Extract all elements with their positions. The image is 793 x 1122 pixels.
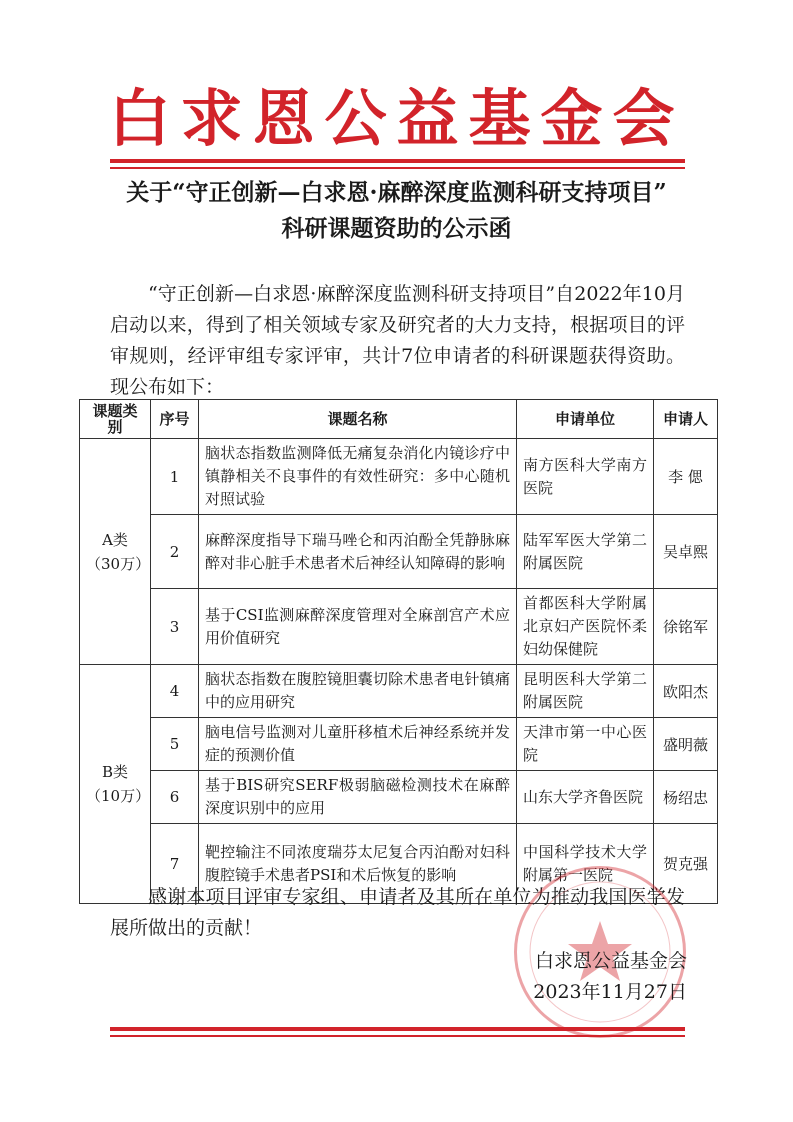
- row-number: 4: [151, 665, 199, 718]
- table-row: [80, 771, 718, 824]
- category-label: B类: [101, 763, 129, 781]
- header-number: 序号: [151, 400, 199, 439]
- row-unit: 昆明医科大学第二附属医院: [517, 665, 654, 718]
- row-applicant: 盛明薇: [654, 718, 718, 771]
- header-category: 课题类别: [80, 400, 151, 439]
- row-topic: 基于CSI监测麻醉深度管理对全麻剖宫产术应用价值研究: [199, 589, 517, 665]
- row-applicant: 欧阳杰: [654, 665, 718, 718]
- document-title-line1: 关于“守正创新—白求恩·麻醉深度监测科研支持项目”: [126, 179, 667, 206]
- row-number: 2: [151, 515, 199, 589]
- footer-rule-thick: [110, 1027, 685, 1031]
- thanks-paragraph: 感谢本项目评审专家组、申请者及其所在单位为推动我国医学发展所做出的贡献！: [110, 886, 685, 939]
- header-applicant: 申请人: [654, 400, 718, 439]
- row-applicant: 贺克强: [654, 824, 718, 904]
- row-unit: 中国科学技术大学附属第一医院: [517, 824, 654, 904]
- row-number: 6: [151, 771, 199, 824]
- row-number: 5: [151, 718, 199, 771]
- row-unit: 天津市第一中心医院: [517, 718, 654, 771]
- category-b-cell: [80, 665, 151, 904]
- row-unit: 山东大学齐鲁医院: [517, 771, 654, 824]
- row-unit: 陆军军医大学第二附属医院: [517, 515, 654, 589]
- row-number: 7: [151, 824, 199, 904]
- row-topic: 靶控输注不同浓度瑞芬太尼复合丙泊酚对妇科腹腔镜手术患者PSI和术后恢复的影响: [199, 824, 517, 904]
- category-amount: （10万）: [86, 787, 151, 805]
- category-label: A类: [102, 530, 128, 549]
- intro-paragraph: “守正创新—白求恩·麻醉深度监测科研支持项目”自2022年10月启动以来，得到了相关领域专家及研究者的大力支持，根据项目的评审规则，经评审组专家评审，共计7位申请者的科研课题获得资助。现公布如下：: [110, 283, 685, 398]
- letterhead-rule-thin: [110, 167, 685, 169]
- row-applicant: 杨绍忠: [654, 771, 718, 824]
- table-row: [80, 439, 718, 515]
- category-a-cell: [80, 439, 151, 665]
- row-topic: 脑状态指数监测降低无痛复杂消化内镜诊疗中镇静相关不良事件的有效性研究：多中心随机对照试验: [199, 439, 517, 515]
- row-topic: 脑状态指数在腹腔镜胆囊切除术患者电针镇痛中的应用研究: [199, 665, 517, 718]
- category-amount: （30万）: [86, 554, 151, 573]
- row-applicant: 吴卓熙: [654, 515, 718, 589]
- row-number: 3: [151, 589, 199, 665]
- row-topic: 脑电信号监测对儿童肝移植术后神经系统并发症的预测价值: [199, 718, 517, 771]
- row-applicant: 徐铭军: [654, 589, 718, 665]
- row-unit: 南方医科大学南方医院: [517, 439, 654, 515]
- row-topic: 麻醉深度指导下瑞马唑仑和丙泊酚全凭静脉麻醉对非心脏手术患者术后神经认知障碍的影响: [199, 515, 517, 589]
- signature-organization: 白求恩公益基金会: [534, 950, 687, 972]
- row-topic: 基于BIS研究SERF极弱脑磁检测技术在麻醉深度识别中的应用: [199, 771, 517, 824]
- table-row: [80, 589, 718, 665]
- table-row: [80, 718, 718, 771]
- header-topic: 课题名称: [199, 400, 517, 439]
- footer-rule-thin: [110, 1035, 685, 1037]
- signature-date: 2023年11月27日: [533, 981, 687, 1003]
- document-title-line2: 科研课题资助的公示函: [281, 215, 512, 242]
- org-letterhead-title: 白求恩公益基金会: [108, 82, 685, 155]
- row-applicant: 李 偲: [654, 439, 718, 515]
- header-unit: 申请单位: [517, 400, 654, 439]
- table-row: [80, 665, 718, 718]
- row-number: 1: [151, 439, 199, 515]
- row-unit: 首都医科大学附属北京妇产医院怀柔妇幼保健院: [517, 589, 654, 665]
- letterhead-rule-thick: [110, 159, 685, 163]
- table-row: [80, 515, 718, 589]
- grant-table: [79, 399, 718, 904]
